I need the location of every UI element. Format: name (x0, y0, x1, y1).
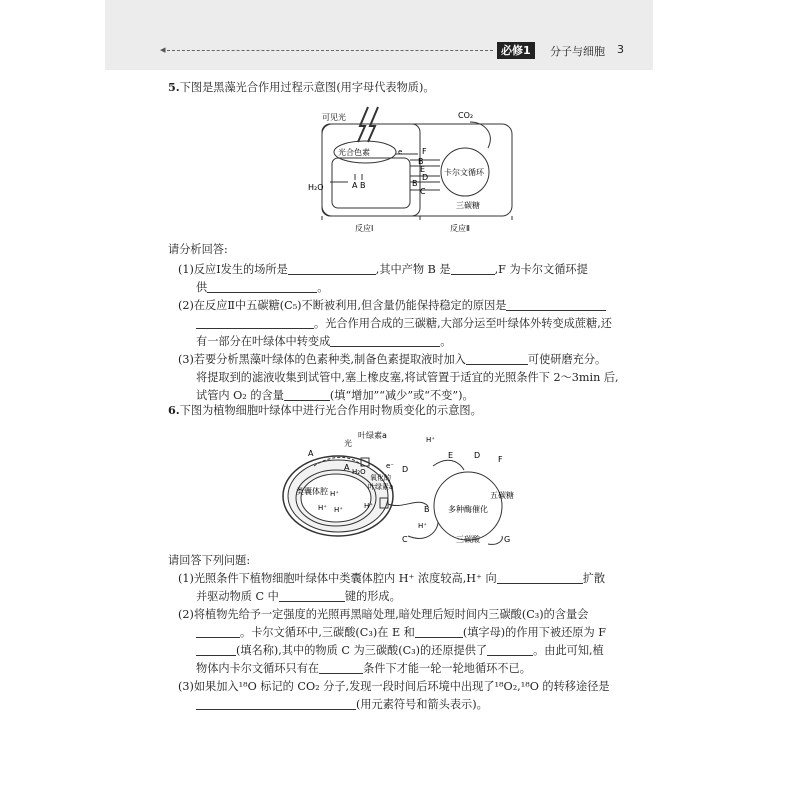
q6-line-5: (填名称),其中的物质 C 为三碳酸(C₃)的还原提供了 。由此可知,植 (196, 642, 604, 660)
answer-blank[interactable] (330, 334, 440, 347)
q6-stem (168, 401, 482, 420)
header-dashed-line (167, 50, 493, 51)
page-header (105, 0, 653, 70)
q6-line-7: (3)如果加入¹⁸O 标记的 CO₂ 分子,发现一段时间后环境中出现了¹⁸O₂,¹⁸O 的转移途径是 (178, 680, 610, 693)
q6-d-label-right: D (474, 451, 481, 460)
q6-c-label: C (402, 535, 408, 544)
q5-number: 5. (168, 80, 180, 94)
answer-blank[interactable] (196, 643, 236, 656)
q6-enzymes-label: 多种酶催化 (448, 505, 488, 514)
q5-line-6: (3)若要分析黑藻叶绿体的色素种类,制备色素提取液时加入 可使研磨充分。 (178, 353, 607, 366)
answer-blank[interactable] (196, 625, 240, 638)
q5-line-2: 供 。 (196, 281, 329, 294)
q6-pga-label: 三碳酸 (456, 535, 480, 544)
q6-light-label: 光 (344, 439, 352, 448)
q5-line-7: 将提取到的滤液收集到试管中,塞上橡皮塞,将试管置于适宜的光照条件下 2～3min 后, (196, 371, 619, 384)
q5-e-label: e (398, 148, 403, 156)
q5-stem (168, 78, 435, 97)
q6-rubp-label: 五碳糖 (490, 491, 514, 500)
q6-eminus-label: e⁻ (386, 462, 395, 470)
answer-blank[interactable] (497, 571, 583, 584)
answer-blank[interactable] (288, 262, 376, 275)
q6-line-2: 并驱动物质 C 中 键的形成。 (196, 590, 401, 603)
answer-blank[interactable] (207, 280, 317, 293)
q5-d-label: D (422, 173, 429, 182)
answer-blank[interactable] (279, 589, 345, 602)
answer-blank[interactable] (284, 388, 330, 401)
q5-a-label: A (352, 181, 358, 190)
q6-g-label: G (504, 535, 511, 544)
q5-stem-text: 下图是黑藻光合作用过程示意图(用字母代表物质)。 (179, 81, 435, 94)
q5-line-4: 。光合作用合成的三碳糖,大部分运至叶绿体外转变成蔗糖,还 (196, 315, 612, 333)
q6-line-4: 。卡尔文循环中,三碳酸(C₃)在 E 和 (填字母)的作用下被还原为 F (196, 624, 606, 642)
book-tag: 必修1 (497, 42, 535, 59)
q6-a-label-center: A (344, 463, 350, 472)
q6-f-label: F (498, 455, 503, 464)
q5-line-3: (2)在反应Ⅱ中五碳糖(C₅)不断被利用,但含量仍能保持稳定的原因是 (178, 297, 606, 315)
answer-blank[interactable] (487, 643, 533, 656)
q5-line-8: 试管内 O₂ 的含量 (填“增加”“减少”或“不变”)。 (196, 389, 474, 402)
q5-calvin-label: 卡尔文循环 (444, 168, 484, 177)
q6-chlorophyll-label: 叶绿素a (358, 431, 387, 440)
q5-b-label-left: B (360, 181, 366, 190)
q6-line-1: (1)光照条件下植物细胞叶绿体中类囊体腔内 H⁺ 浓度较高,H⁺ 向 扩散 (178, 572, 606, 585)
chapter-title: 分子与细胞 (550, 45, 605, 58)
q6-hplus-2: H⁺ (318, 504, 327, 512)
q6-line-8: (用元素符号和箭头表示)。 (196, 696, 488, 714)
q5-reaction2-label: 反应Ⅱ (450, 224, 470, 233)
q5-triose-label: 三碳糖 (456, 201, 480, 210)
q6-b-label: B (424, 505, 430, 514)
q5-reaction1-label: 反应Ⅰ (355, 224, 374, 233)
q6-hplus-3: H⁺ (334, 506, 343, 514)
answer-blank[interactable] (319, 661, 363, 674)
q5-line-5: 有一部分在叶绿体中转变成 。 (196, 335, 452, 348)
q6-hplus-1: H⁺ (330, 490, 339, 498)
answer-blank[interactable] (196, 316, 314, 329)
q6-stem-text: 下图为植物细胞叶绿体中进行光合作用时物质变化的示意图。 (179, 404, 482, 417)
answer-blank[interactable] (466, 352, 528, 365)
page-number: 3 (617, 43, 624, 56)
q5-line-1: (1)反应Ⅰ发生的场所是 ,其中产物 B 是 ,F 为卡尔文循环提 (178, 263, 588, 276)
q6-number: 6. (168, 403, 180, 417)
q6-d-label-left: D (402, 465, 409, 474)
q6-h2o-label: H₂O (352, 468, 366, 476)
q6-hplus-4: H⁺ (364, 502, 373, 510)
q6-a-label-left: A (308, 449, 314, 458)
q6-hplus-5: H⁺ (418, 522, 427, 530)
q5-c-label: C (420, 187, 426, 196)
left-arrow-icon: ◂ (160, 43, 166, 56)
answer-blank[interactable] (415, 625, 463, 638)
answer-blank[interactable] (451, 262, 495, 275)
q6-lumen-label: 类囊体腔 (296, 487, 328, 496)
q6-prompt: 请回答下列问题: (168, 554, 251, 567)
q6-e-label: E (448, 451, 454, 460)
q6-oxidized-label: 氧化的 (370, 474, 391, 482)
q6-oxidized2-label: 叶绿素a (368, 483, 394, 491)
q6-line-6: 物体内卡尔文循环只有在 条件下才能一轮一轮地循环不已。 (196, 662, 531, 675)
q6-line-3: (2)将植物先给予一定强度的光照再黑暗处理,暗处理后短时间内三碳酸(C₃)的含量会 (178, 608, 589, 621)
q5-h2o-label: H₂O (308, 183, 324, 192)
answer-blank[interactable] (506, 298, 606, 311)
answer-blank[interactable] (196, 697, 356, 710)
q5-b-label-right: B (418, 157, 424, 166)
q5-e-node-label: E (420, 165, 426, 174)
q6-diagram (278, 426, 528, 550)
q5-pigment-label: 光合色素 (338, 148, 370, 157)
q5-diagram (300, 104, 520, 236)
q6-hplus-top-label: H⁺ (426, 436, 435, 444)
q5-prompt: 请分析回答: (168, 243, 228, 256)
q5-f-label: F (422, 147, 427, 156)
q5-co2-label: CO₂ (458, 111, 474, 120)
q5-light-label: 可见光 (322, 113, 346, 122)
q5-b-label-lower: B (412, 179, 418, 188)
